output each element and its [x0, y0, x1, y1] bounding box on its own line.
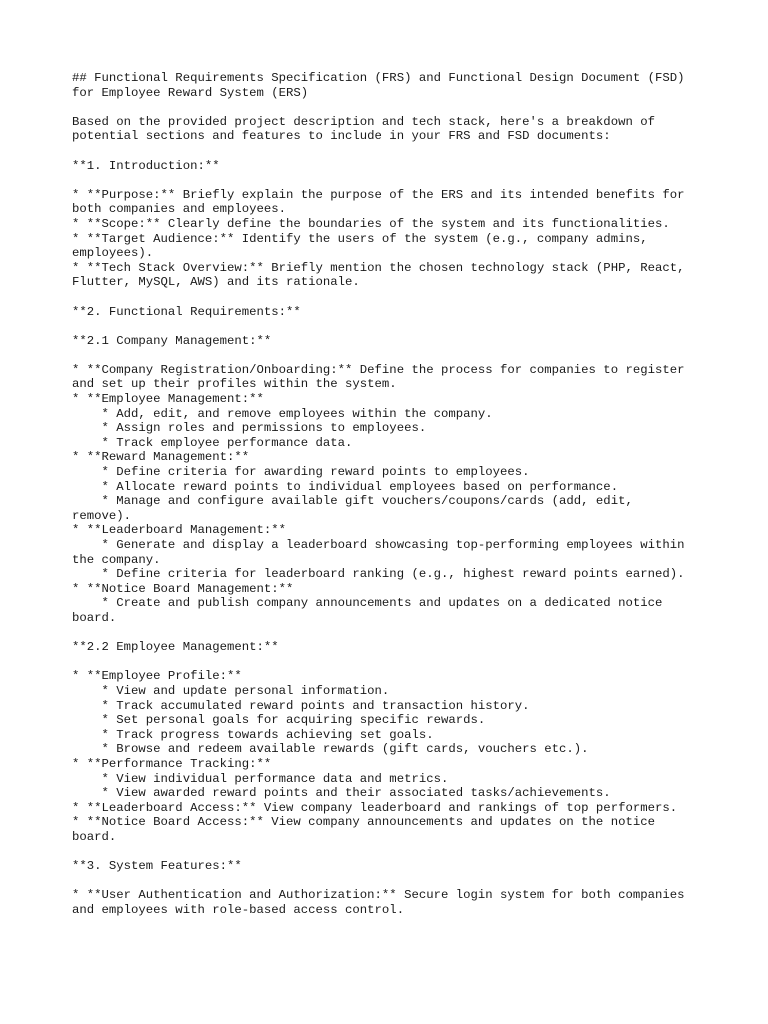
text-line: both companies and employees.: [72, 202, 287, 217]
text-line: **3. System Features:**: [72, 859, 242, 874]
text-line: and employees with role-based access control.: [72, 902, 405, 917]
text-line: * **Notice Board Management:**: [72, 581, 294, 596]
text-line: * **Reward Management:**: [72, 450, 250, 465]
text-line: * View and update personal information.: [72, 683, 390, 698]
blank-line: [72, 173, 712, 188]
text-line: * Define criteria for leaderboard ranking (e.g., highest reward points earned).: [72, 567, 685, 582]
text-line: * Generate and display a leaderboard showcasing top-performing employees within: [72, 538, 685, 552]
text-line: * Browse and redeem available rewards (gift cards, vouchers etc.).: [72, 742, 589, 757]
blank-line: [72, 655, 712, 670]
blank-line: [72, 844, 712, 859]
blank-line: [72, 144, 712, 159]
text-line: * Track accumulated reward points and transaction history.: [72, 698, 530, 713]
text-line: * **Target Audience:** Identify the users of the system (e.g., company admins,: [72, 231, 648, 246]
text-line: * **User Authentication and Authorization:** Secure login system for both companies: [72, 888, 685, 903]
text-line: board.: [72, 610, 117, 625]
text-line: **2. Functional Requirements:**: [72, 304, 301, 319]
text-line: * **Employee Management:**: [72, 392, 264, 407]
text-line: * **Performance Tracking:**: [72, 756, 272, 771]
text-line: * View awarded reward points and their associated tasks/achievements.: [72, 786, 611, 801]
text-line: * Define criteria for awarding reward points to employees.: [72, 465, 530, 480]
text-line: * Manage and configure available gift vouchers/coupons/cards (add, edit,: [72, 494, 633, 509]
blank-line: [72, 319, 712, 334]
text-line: * Allocate reward points to individual employees based on performance.: [72, 479, 619, 494]
text-line: * **Employee Profile:**: [72, 669, 242, 684]
text-line: **2.1 Company Management:**: [72, 333, 272, 348]
text-line: * Track employee performance data.: [72, 435, 353, 450]
text-line: Based on the provided project description and tech stack, here's a breakdown of: [72, 114, 655, 129]
text-line: employees).: [72, 246, 154, 261]
text-line: for Employee Reward System (ERS): [72, 85, 309, 100]
blank-line: [72, 626, 712, 641]
text-line: * Add, edit, and remove employees within the company.: [72, 406, 493, 421]
text-line: * Assign roles and permissions to employees.: [72, 421, 427, 436]
text-line: * **Purpose:** Briefly explain the purpose of the ERS and its intended benefits for: [72, 187, 685, 202]
text-line: * Set personal goals for acquiring specific rewards.: [72, 713, 486, 728]
text-line: * **Notice Board Access:** View company announcements and updates on the notice: [72, 815, 655, 830]
text-line: ## Functional Requirements Specification (FRS) and Functional Design Document (FSD): [72, 71, 685, 85]
text-line: * **Scope:** Clearly define the boundaries of the system and its functionalities.: [72, 216, 670, 231]
text-line: * **Company Registration/Onboarding:** Define the process for companies to register: [72, 362, 685, 377]
text-line: * View individual performance data and metrics.: [72, 771, 449, 786]
text-line: the company.: [72, 552, 161, 567]
text-line: and set up their profiles within the system.: [72, 377, 397, 392]
text-line: board.: [72, 829, 117, 844]
blank-line: [72, 874, 712, 889]
text-line: potential sections and features to include in your FRS and FSD documents:: [72, 129, 611, 144]
blank-line: [72, 100, 712, 115]
text-line: * **Leaderboard Management:**: [72, 523, 287, 538]
text-line: remove).: [72, 508, 132, 523]
text-line: * Track progress towards achieving set goals.: [72, 727, 434, 742]
document-body: [72, 71, 712, 917]
text-line: * **Tech Stack Overview:** Briefly mention the chosen technology stack (PHP, React,: [72, 260, 685, 275]
text-line: Flutter, MySQL, AWS) and its rationale.: [72, 275, 360, 290]
text-line: **2.2 Employee Management:**: [72, 640, 279, 655]
text-line: * Create and publish company announcements and updates on a dedicated notice: [72, 596, 663, 611]
blank-line: [72, 290, 712, 305]
text-line: **1. Introduction:**: [72, 158, 220, 173]
text-line: * **Leaderboard Access:** View company leaderboard and rankings of top performers.: [72, 800, 678, 815]
blank-line: [72, 348, 712, 363]
